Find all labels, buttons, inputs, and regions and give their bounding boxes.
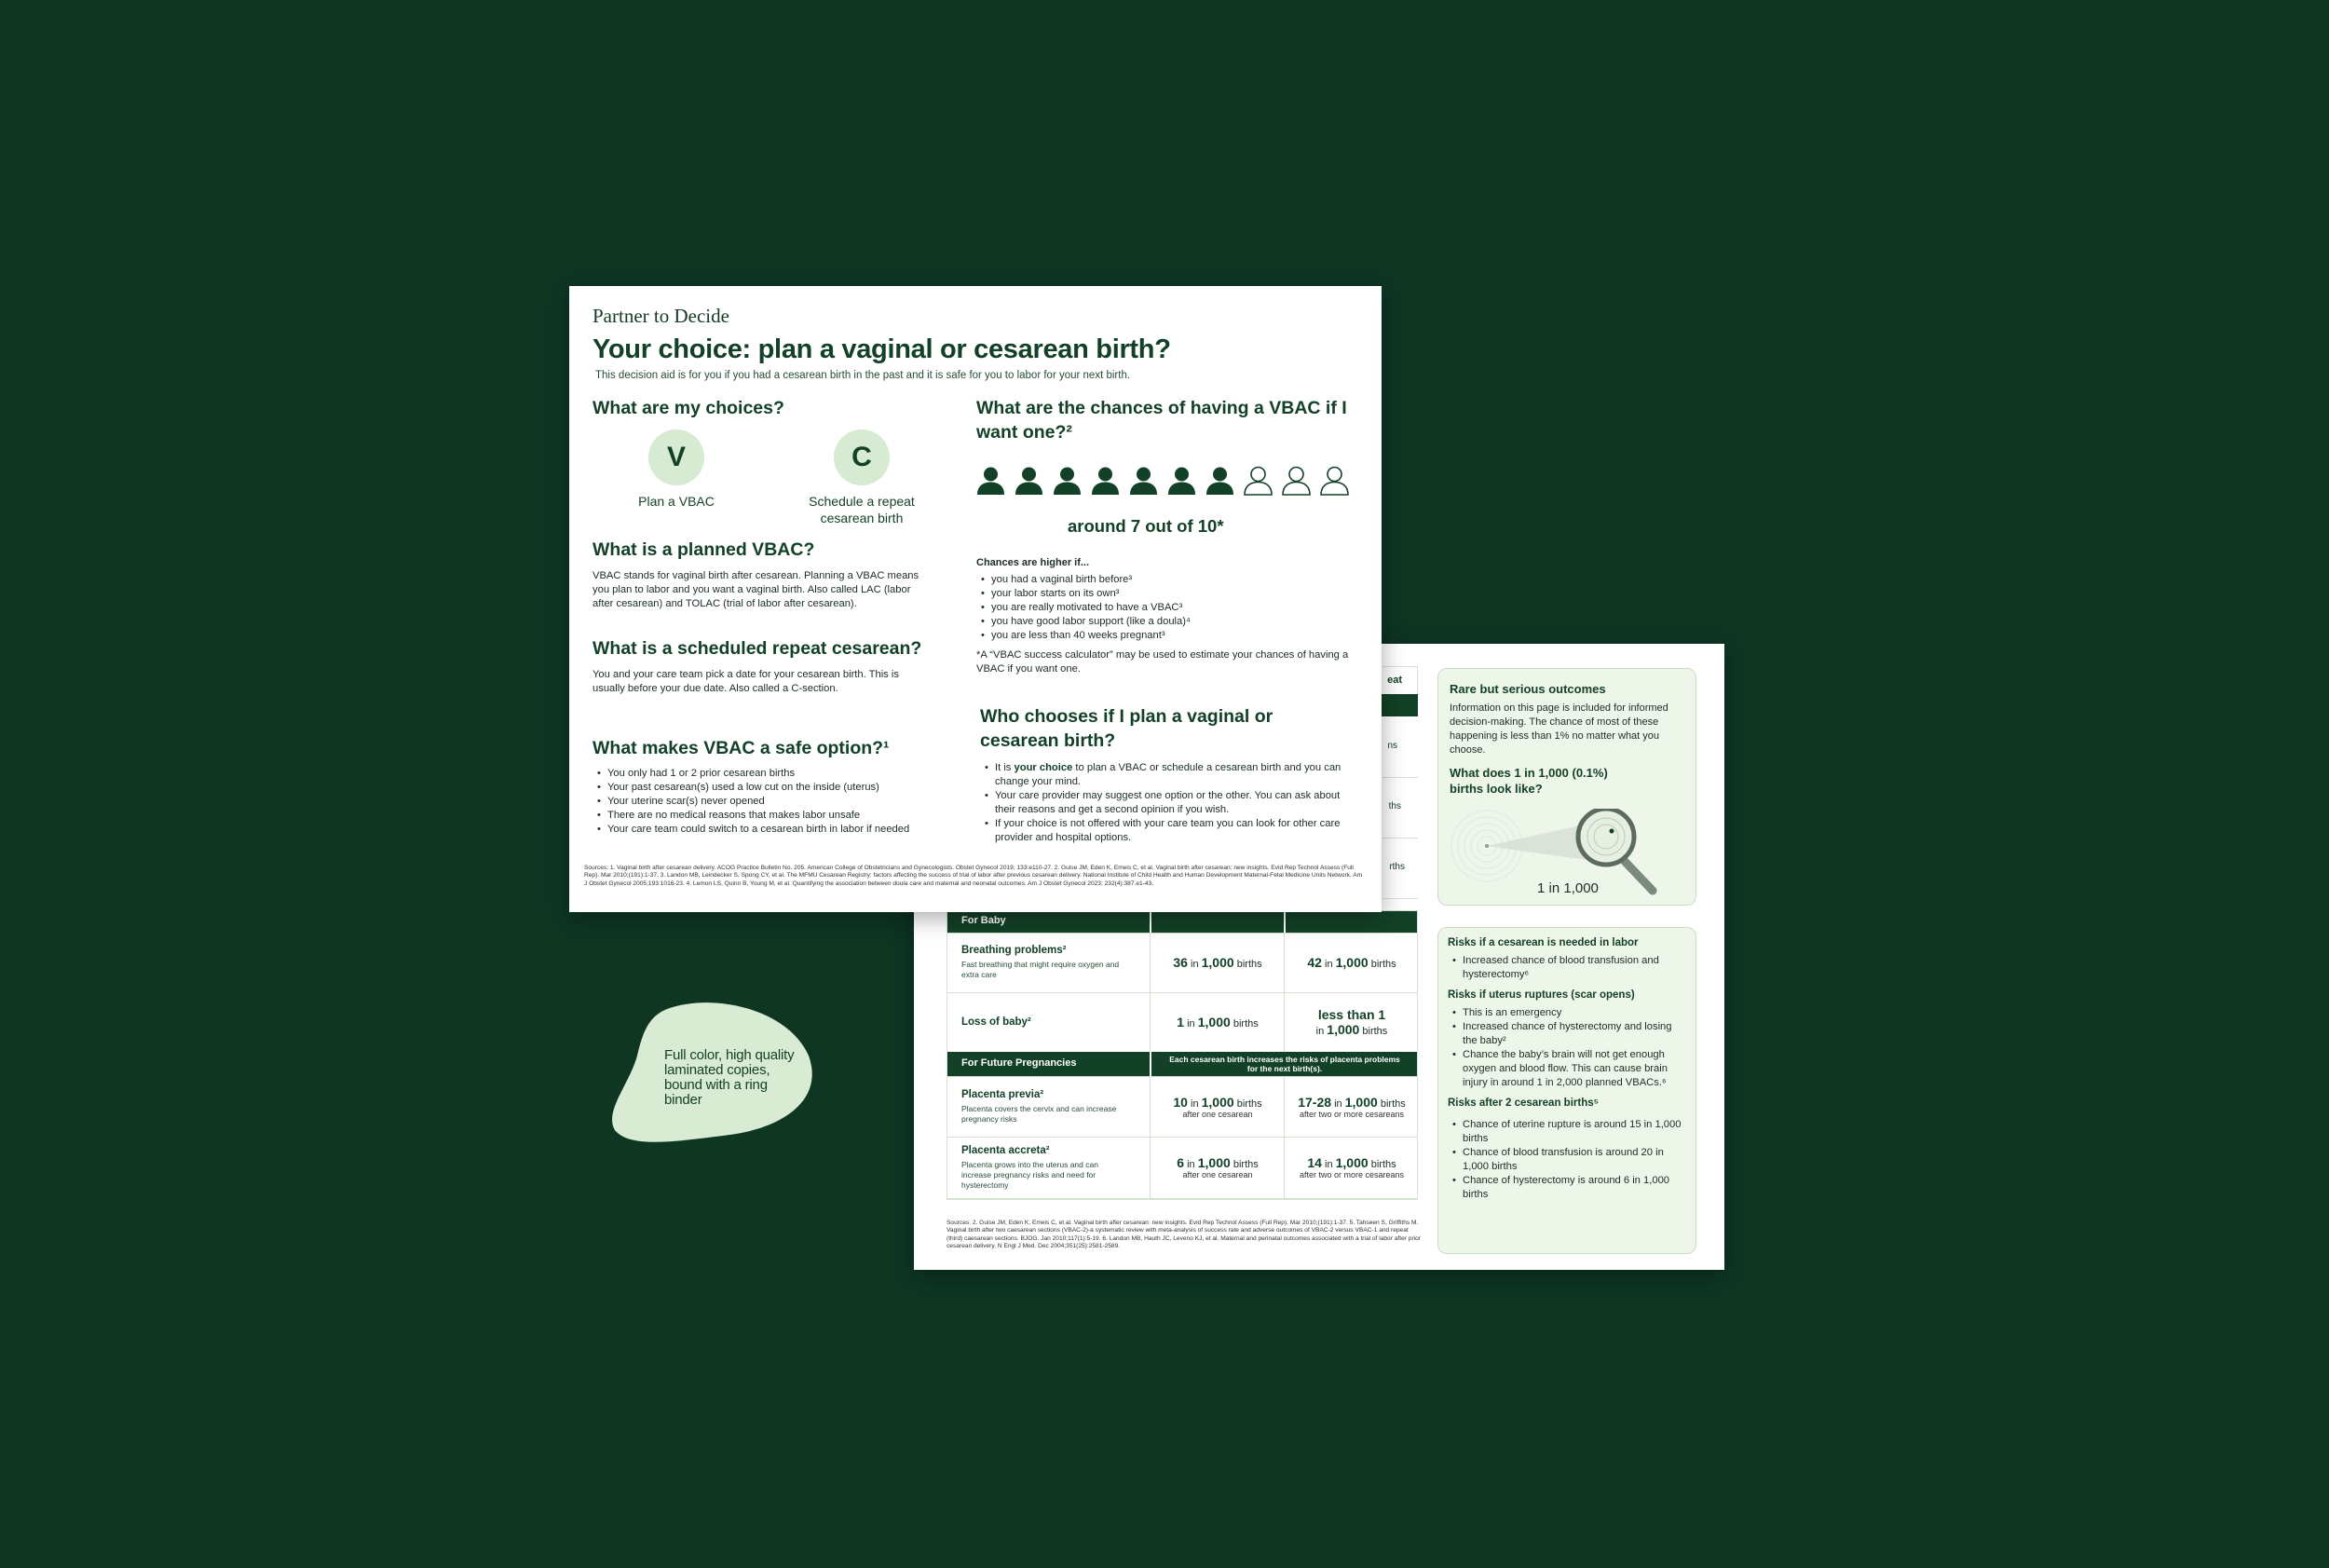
choices-heading: What are my choices? xyxy=(592,398,784,418)
future-header: For Future Pregnancies xyxy=(961,1057,1077,1069)
who-section xyxy=(980,704,1353,845)
list-item: • Your uterine scar(s) never opened xyxy=(592,795,930,809)
rare-outcomes-panel xyxy=(1437,668,1696,906)
list-item: • you had a vaginal birth before³ xyxy=(976,573,1358,587)
list-item: • Your care team could switch to a cesarean birth in labor if needed xyxy=(592,823,930,837)
risks-two-list xyxy=(1448,1118,1688,1202)
future-note: Each cesarean birth increases the risks of placenta problems for the next birth(s). xyxy=(1150,1052,1418,1076)
rare-heading: Rare but serious outcomes xyxy=(1450,682,1606,696)
cesarean-value: 42 in 1,000 births xyxy=(1284,933,1419,992)
vbac-value: 36 in 1,000 births xyxy=(1150,933,1285,992)
list-item: • Your past cesarean(s) used a low cut on the inside (uterus) xyxy=(592,781,930,795)
future-header-row xyxy=(947,1052,1418,1077)
person-filled-icon xyxy=(1166,466,1197,496)
row-title: Loss of baby² xyxy=(961,1016,1031,1028)
risks-panel xyxy=(1437,927,1696,1254)
risks-labor-list xyxy=(1448,954,1688,982)
table-row-loss xyxy=(947,992,1418,1053)
risks-rupture-heading: Risks if uterus ruptures (scar opens) xyxy=(1448,989,1635,1001)
row-subtitle: Fast breathing that might require oxygen and extra care xyxy=(961,960,1120,979)
vbac-value: 6 in 1,000 births after one cesarean xyxy=(1150,1137,1285,1198)
back-sources: Sources: 2. Guise JM, Eden K, Emeis C, et al. Vaginal birth after cesarean: new insights. Evid Rep Technol Assess (Full Rep). Mar 2010;(191):1-37. 5. Tahseen S, Griffiths M. Vaginal birth after two caesarean sections (VBAC-2)-a systematic review with meta-analysis of success rate and adverse outcomes of VBAC-2 versus VBAC-1 and repeat (third) caesarean sections. BJOG. Jan 2010;117(1):5-19. 6. Landon MB, Hauth JC, Leveno KJ, et al. Maternal and perinatal outcomes associated with a trial of labor after prior cesarean delivery. N Engl J Med. Dec 2004;351(25):2581-2589. xyxy=(947,1220,1421,1250)
vbac-text: VBAC stands for vaginal birth after cesarean. Planning a VBAC means you plan to labor and you want a vaginal birth. Also called LAC (labor after cesarean) and TOLAC (trial of labor after cesarean). xyxy=(592,570,919,609)
for-baby-header-row xyxy=(947,910,1418,934)
cell-fragment: ths xyxy=(1388,801,1401,811)
safe-section xyxy=(592,736,930,837)
chances-heading: What are the chances of having a VBAC if I want one?² xyxy=(976,398,1347,443)
row-title: Placenta accreta² xyxy=(961,1144,1050,1156)
repeat-text: You and your care team pick a date for your cesarean birth. This is usually before your due date. Also called a C-section. xyxy=(592,669,899,694)
chances-section xyxy=(976,396,1358,444)
choice-c-label-line: cesarean birth xyxy=(820,511,904,525)
risks-labor-heading: Risks if a cesarean is needed in labor xyxy=(1448,937,1639,948)
safe-heading: What makes VBAC a safe option?¹ xyxy=(592,738,890,758)
risks-rupture-list xyxy=(1448,1006,1688,1090)
person-filled-icon xyxy=(1205,466,1235,496)
table-row-previa xyxy=(947,1076,1418,1138)
list-item: • Chance of uterine rupture is around 15 in 1,000 births xyxy=(1448,1118,1688,1146)
list-item: • If your choice is not offered with your care team you can look for other care provider and hospital options. xyxy=(980,817,1353,845)
rare-question: What does 1 in 1,000 (0.1%) births look like? xyxy=(1450,766,1608,796)
person-outline-icon xyxy=(1281,466,1312,496)
header-fragment: eat xyxy=(1387,675,1402,686)
who-heading: Who chooses if I plan a vaginal or cesarean birth? xyxy=(980,706,1273,751)
cesarean-value: 14 in 1,000 births after two or more cesareans xyxy=(1284,1137,1419,1198)
person-filled-icon xyxy=(975,466,1006,496)
brand-logo: Partner to Decide xyxy=(592,305,729,327)
rare-caption: 1 in 1,000 xyxy=(1537,880,1599,896)
chances-stat: around 7 out of 10* xyxy=(1068,516,1224,536)
list-item: • your labor starts on its own³ xyxy=(976,587,1358,601)
vbac-section xyxy=(592,538,930,611)
list-item: • Chance of blood transfusion is around 20 in 1,000 births xyxy=(1448,1146,1688,1174)
vbac-icon: V xyxy=(648,429,704,485)
cell-fragment: ns xyxy=(1387,741,1397,751)
row-title: Breathing problems² xyxy=(961,945,1067,956)
front-sources: Sources: 1. Vaginal birth after cesarean delivery. ACOG Practice Bulletin No. 205. American College of Obstetricians and Gynecologists. Obstet Gynecol 2019; 133:e110-27. 2. Guise JM, Eden K, Emeis C, et al. Vaginal birth after cesarean: new insights. Evid Rep Technol Assess (Full Rep). Mar 2010;(191):1-37. 3. Landon MB, Leindecker S, Spong CY, et al. The MFMU Cesarean Registry: factors affecting the success of trial of labor after previous cesarean delivery. National Institute of Child Health and Human Development Maternal-Fetal Medicine Units Network. Am J Obstet Gynecol 2005;193:1016-23. 4. Lemon LS, Quinn B, Young M, et al. Quantifying the association between doula care and maternal and neonatal outcomes. Am J Obstet Gynecol 2023; 232(4):387.e1-43. xyxy=(584,865,1363,887)
calculator-note: *A “VBAC success calculator” may be used to estimate your chances of having a VBAC if you want one. xyxy=(976,649,1349,675)
cesarean-icon: C xyxy=(834,429,890,485)
list-item: • This is an emergency xyxy=(1448,1006,1688,1020)
person-filled-icon xyxy=(1014,466,1044,496)
list-item: • Your care provider may suggest one option or the other. You can ask about their reasons and get a second opinion if you wish. xyxy=(980,789,1353,817)
table-row-accreta xyxy=(947,1137,1418,1199)
list-item: • you are really motivated to have a VBAC³ xyxy=(976,601,1358,615)
who-list xyxy=(980,761,1353,845)
vbac-value: 10 in 1,000 births after one cesarean xyxy=(1150,1076,1285,1137)
list-item: • you have good labor support (like a doula)⁴ xyxy=(976,615,1358,629)
page-title: Your choice: plan a vaginal or cesarean birth? xyxy=(592,334,1171,364)
choice-v xyxy=(648,429,704,485)
cesarean-value: 17-28 in 1,000 births after two or more cesareans xyxy=(1284,1076,1419,1137)
choice-c-label xyxy=(789,493,934,526)
list-item: • Chance of hysterectomy is around 6 in 1,000 births xyxy=(1448,1174,1688,1202)
repeat-section xyxy=(592,636,930,696)
left-column xyxy=(592,396,937,420)
list-item: • There are no medical reasons that makes labor unsafe xyxy=(592,809,930,823)
risks-two-heading: Risks after 2 cesarean births⁵ xyxy=(1448,1098,1600,1109)
choice-v-label: Plan a VBAC xyxy=(638,494,715,509)
rare-text: Information on this page is included for informed decision-making. The chance of most of these happening is less than 1% no matter what you choose. xyxy=(1450,702,1668,756)
decision-aid-page xyxy=(569,286,1382,912)
higher-label: Chances are higher if... xyxy=(976,557,1090,568)
list-item: • Chance the baby’s brain will not get enough oxygen and blood flow. This can cause brain injury in around 1 in 2,000 planned VBACs.⁶ xyxy=(1448,1048,1688,1090)
row-title: Placenta previa² xyxy=(961,1088,1044,1100)
for-baby-header: For Baby xyxy=(961,915,1006,926)
page-subtitle: This decision aid is for you if you had a cesarean birth in the past and it is safe for you to labor for your next birth. xyxy=(595,370,1131,381)
person-filled-icon xyxy=(1090,466,1121,496)
vbac-heading: What is a planned VBAC? xyxy=(592,539,815,560)
person-outline-icon xyxy=(1243,466,1273,496)
list-item: • you are less than 40 weeks pregnant³ xyxy=(976,629,1358,643)
vbac-value: 1 in 1,000 births xyxy=(1150,992,1285,1052)
people-pictogram xyxy=(975,466,1350,496)
person-filled-icon xyxy=(1052,466,1083,496)
row-subtitle: Placenta covers the cervix and can increase pregnancy risks xyxy=(961,1103,1117,1124)
list-item: • Increased chance of blood transfusion and hysterectomy⁶ xyxy=(1448,954,1688,982)
person-outline-icon xyxy=(1319,466,1350,496)
higher-list xyxy=(976,573,1358,643)
note-text: Full color, high quality laminated copies, bound with a ring binder xyxy=(664,1047,795,1108)
table-row-breathing xyxy=(947,933,1418,993)
list-item: • Increased chance of hysterectomy and losing the baby² xyxy=(1448,1020,1688,1048)
list-item: • You only had 1 or 2 prior cesarean births xyxy=(592,767,930,781)
choice-c-label-line: Schedule a repeat xyxy=(809,494,915,509)
list-item: • It is your choice to plan a VBAC or schedule a cesarean birth and you can change your mind. xyxy=(980,761,1353,789)
cell-fragment: rths xyxy=(1389,862,1405,872)
row-subtitle: Placenta grows into the uterus and can increase pregnancy risks and need for hysterectomy xyxy=(961,1159,1098,1190)
person-filled-icon xyxy=(1128,466,1159,496)
cesarean-value: less than 1 in 1,000 births xyxy=(1284,992,1419,1052)
choice-c xyxy=(834,429,890,485)
repeat-heading: What is a scheduled repeat cesarean? xyxy=(592,638,922,659)
safe-list xyxy=(592,767,930,837)
higher-section xyxy=(976,556,1358,676)
